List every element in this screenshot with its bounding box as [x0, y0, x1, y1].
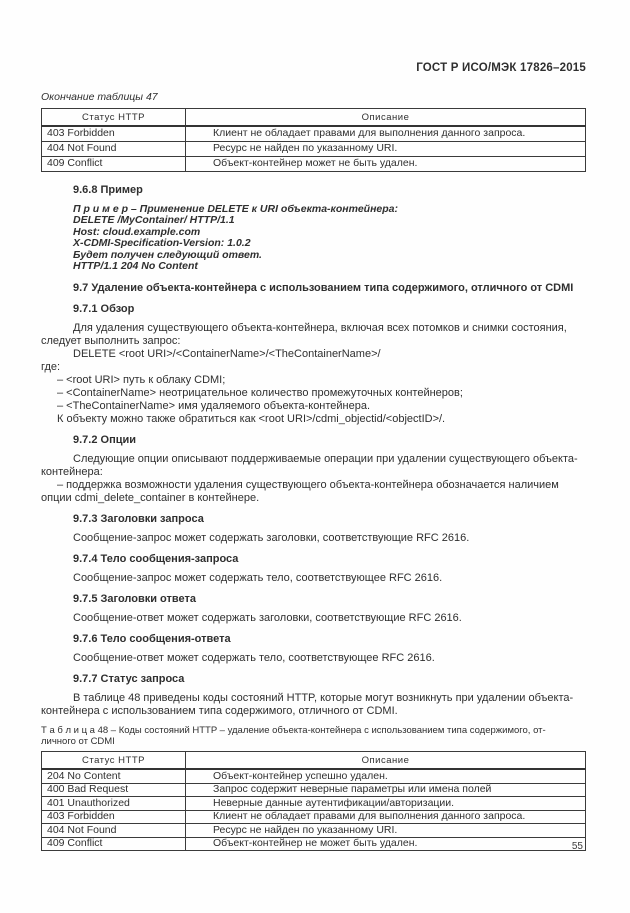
table47-http-status [41, 108, 586, 172]
page-number: 55 [571, 841, 583, 852]
table-row [42, 797, 586, 811]
table-row [42, 810, 586, 824]
cell-description: Объект-контейнер успешно удален. [186, 769, 586, 783]
cell-status: 403 Forbidden [42, 810, 186, 824]
table48-caption [41, 725, 586, 747]
table47-continuation-caption: Окончание таблицы 47 [41, 91, 158, 103]
paragraph: Сообщение-запрос может содержать заголовки, соответствующие RFC 2616. [73, 532, 470, 545]
paragraph: В таблице 48 приведены коды состояний HTTP, которые могут возникнуть при удалении объекта-контейнера с использованием типа содержимого, отличного от CDMI. [41, 692, 574, 718]
page-content [41, 0, 586, 851]
section-heading-9-7-6: 9.7.6 Тело сообщения-ответа [73, 633, 231, 646]
example-line: П р и м е р – Применение DELETE к URI объекта-контейнера: [73, 203, 399, 215]
example-block [73, 204, 586, 272]
cell-description: Клиент не обладает правами для выполнения данного запроса. [186, 810, 586, 824]
cell-description: Ресурс не найден по указанному URI. [186, 824, 586, 838]
table48-header-row [42, 752, 586, 770]
paragraph: Сообщение-запрос может содержать тело, соответствующее RFC 2616. [73, 572, 443, 585]
cell-status: 403 Forbidden [42, 126, 186, 142]
list-item: – <TheContainerName> имя удаляемого объекта-контейнера. [57, 400, 371, 413]
cell-status: 404 Not Found [42, 142, 186, 157]
column-header-status: Статус HTTP [42, 109, 186, 127]
table-row [42, 783, 586, 797]
example-line: DELETE /MyContainer/ HTTP/1.1 [73, 214, 235, 227]
column-header-status: Статус HTTP [42, 752, 186, 770]
table-row [42, 824, 586, 838]
column-header-description: Описание [186, 109, 586, 127]
table-row [42, 126, 586, 142]
cell-description: Объект-контейнер может не быть удален. [186, 157, 586, 172]
cell-description: Клиент не обладает правами для выполнения данного запроса. [186, 126, 586, 142]
table-row [42, 157, 586, 172]
cell-status: 409 Conflict [42, 837, 186, 851]
section-heading-9-7-4: 9.7.4 Тело сообщения-запроса [73, 553, 239, 566]
list-item: – <root URI> путь к облаку CDMI; [57, 374, 226, 387]
cell-status: 404 Not Found [42, 824, 186, 838]
example-line: HTTP/1.1 204 No Content [73, 260, 198, 273]
cell-description: Неверные данные аутентификации/авторизации. [186, 797, 586, 811]
table-row [42, 837, 586, 851]
where-label: где: [41, 361, 61, 374]
list-item: – поддержка возможности удаления существующего объекта-контейнера обозначается наличием опции cdmi_delete_container в контейнере. [41, 479, 559, 505]
example-line: Будет получен следующий ответ. [73, 248, 262, 261]
column-header-description: Описание [186, 752, 586, 770]
table-row [42, 142, 586, 157]
table-row [42, 769, 586, 783]
section-heading-9-7-2: 9.7.2 Опции [73, 434, 137, 447]
paragraph: Сообщение-ответ может содержать заголовки, соответствующие RFC 2616. [73, 612, 462, 625]
list-item: – <ContainerName> неотрицательное количество промежуточных контейнеров; [57, 387, 463, 400]
cell-status: 401 Unauthorized [42, 797, 186, 811]
cell-description: Ресурс не найден по указанному URI. [186, 142, 586, 157]
section-heading-9-7-3: 9.7.3 Заголовки запроса [73, 513, 204, 526]
example-line: Host: cloud.example.com [73, 225, 201, 238]
cell-status: 409 Conflict [42, 157, 186, 172]
cell-description: Запрос содержит неверные параметры или имена полей [186, 783, 586, 797]
section-heading-9-7-5: 9.7.5 Заголовки ответа [73, 593, 196, 606]
section-heading-9-7-7: 9.7.7 Статус запроса [73, 673, 185, 686]
table48-caption-line1: Т а б л и ц а 48 – Коды состояний HTTP – удаление объекта-контейнера с использованием типа содержимого, от- [41, 725, 546, 737]
object-access-note: К объекту можно также обратиться как <root URI>/cdmi_objectid/<objectID>/. [57, 413, 446, 426]
section-heading-9-7-1: 9.7.1 Обзор [73, 303, 135, 316]
example-line: X-CDMI-Specification-Version: 1.0.2 [73, 237, 251, 250]
delete-request-line: DELETE <root URI>/<ContainerName>/<TheContainerName>/ [73, 348, 381, 361]
paragraph: Следующие опции описывают поддерживаемые операции при удалении существующего объекта-контейнера: [41, 453, 578, 479]
doc-number-header: ГОСТ Р ИСО/МЭК 17826–2015 [416, 62, 586, 74]
paragraph: Для удаления существующего объекта-контейнера, включая всех потомков и снимки состояния, следует выполнить запрос: [41, 322, 567, 348]
table47-header-row [42, 109, 586, 127]
cell-description: Объект-контейнер не может быть удален. [186, 837, 586, 851]
section-heading-9-7: 9.7 Удаление объекта-контейнера с использованием типа содержимого, отличного от CDMI [73, 282, 574, 295]
table48-http-status [41, 751, 586, 851]
cell-status: 400 Bad Request [42, 783, 186, 797]
table48-caption-line2: личного от CDMI [41, 736, 115, 748]
cell-status: 204 No Content [42, 769, 186, 783]
section-heading-9-6-8: 9.6.8 Пример [73, 184, 143, 196]
paragraph: Сообщение-ответ может содержать тело, соответствующее RFC 2616. [73, 652, 435, 665]
